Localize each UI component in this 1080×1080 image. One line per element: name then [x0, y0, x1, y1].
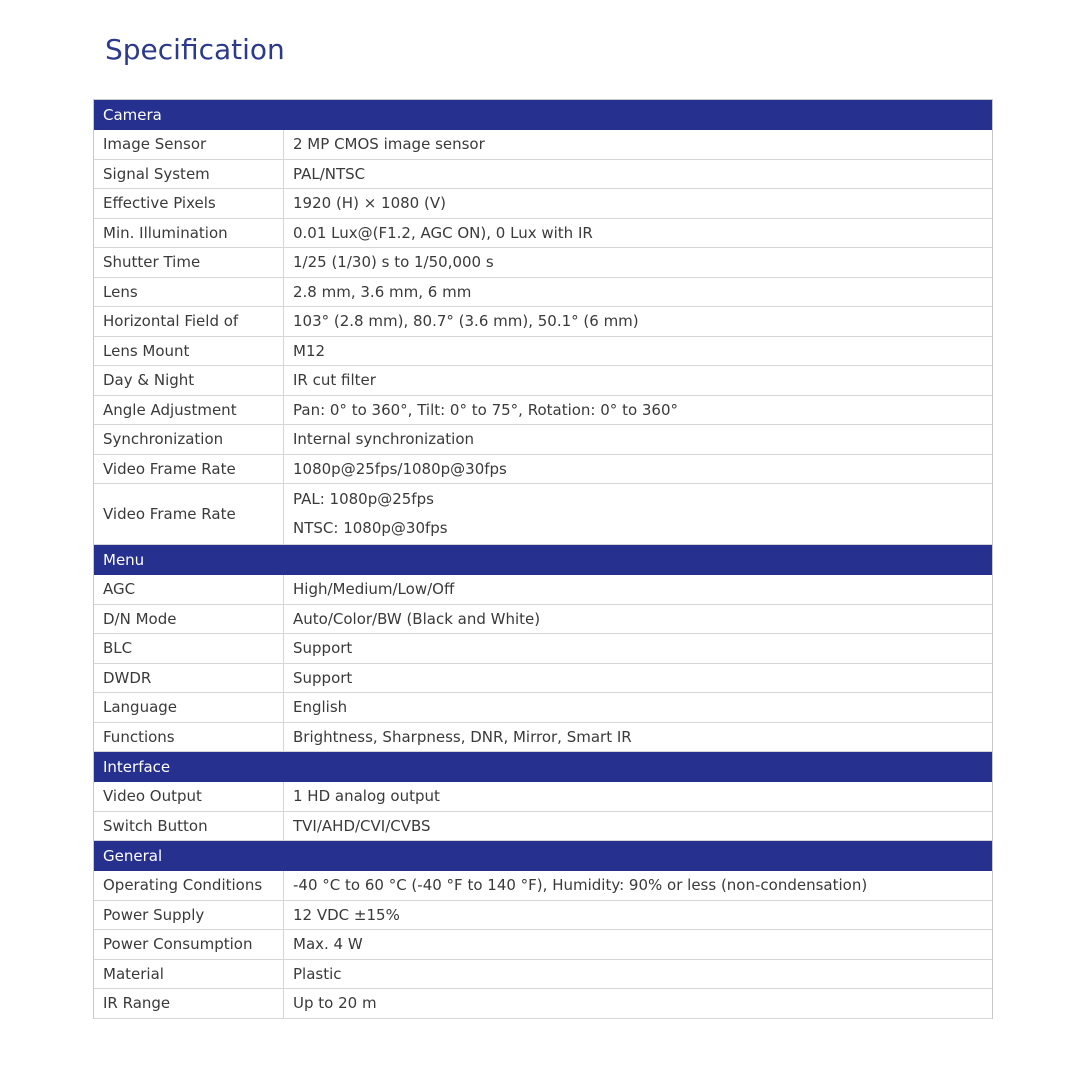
section-header-general: General	[94, 841, 992, 871]
spec-label: Power Supply	[94, 901, 284, 930]
spec-value: Plastic	[293, 964, 342, 983]
spec-label: Min. Illumination	[94, 219, 284, 248]
spec-value: -40 °C to 60 °C (-40 °F to 140 °F), Humidity: 90% or less (non-condensation)	[293, 876, 868, 895]
spec-value: TVI/AHD/CVI/CVBS	[293, 816, 431, 835]
spec-label: Video Frame Rate	[94, 484, 284, 544]
spec-value: 2 MP CMOS image sensor	[293, 135, 485, 154]
spec-value: Pan: 0° to 360°, Tilt: 0° to 75°, Rotation: 0° to 360°	[293, 400, 679, 419]
spec-value: IR cut filter	[293, 371, 376, 390]
table-row	[94, 634, 992, 664]
page-title: Specification	[105, 33, 285, 66]
table-row	[94, 366, 992, 396]
spec-label: Signal System	[94, 160, 284, 189]
specification-table	[93, 99, 993, 1019]
spec-label: Lens Mount	[94, 337, 284, 366]
table-row	[94, 425, 992, 455]
spec-value: Brightness, Sharpness, DNR, Mirror, Smart IR	[293, 727, 632, 746]
table-row	[94, 930, 992, 960]
spec-label: Synchronization	[94, 425, 284, 454]
section-header-interface: Interface	[94, 752, 992, 782]
table-row	[94, 782, 992, 812]
table-row	[94, 160, 992, 190]
table-row	[94, 960, 992, 990]
table-row	[94, 307, 992, 337]
table-row	[94, 189, 992, 219]
spec-value: 1/25 (1/30) s to 1/50,000 s	[293, 253, 494, 272]
spec-label: AGC	[94, 575, 284, 604]
spec-label: Horizontal Field of	[94, 307, 284, 336]
spec-label: Functions	[94, 723, 284, 752]
spec-label: Video Frame Rate	[94, 455, 284, 484]
table-row	[94, 693, 992, 723]
spec-value: Support	[293, 668, 353, 687]
spec-value: 2.8 mm, 3.6 mm, 6 mm	[293, 282, 472, 301]
spec-label: BLC	[94, 634, 284, 663]
table-row	[94, 871, 992, 901]
table-row	[94, 219, 992, 249]
spec-value: Internal synchronization	[293, 430, 475, 449]
spec-value: 103° (2.8 mm), 80.7° (3.6 mm), 50.1° (6 mm)	[293, 312, 639, 331]
spec-value: 1080p@25fps/1080p@30fps	[293, 459, 507, 478]
spec-value-line: PAL: 1080p@25fps	[293, 490, 434, 508]
spec-label: DWDR	[94, 664, 284, 693]
spec-value	[284, 484, 992, 544]
spec-value: M12	[293, 341, 326, 360]
table-row	[94, 575, 992, 605]
table-row	[94, 396, 992, 426]
table-row	[94, 605, 992, 635]
spec-value: 0.01 Lux@(F1.2, AGC ON), 0 Lux with IR	[293, 223, 593, 242]
spec-label: Shutter Time	[94, 248, 284, 277]
spec-label: Switch Button	[94, 812, 284, 841]
spec-label: Day & Night	[94, 366, 284, 395]
section-header-menu: Menu	[94, 545, 992, 575]
table-row	[94, 989, 992, 1019]
spec-label: IR Range	[94, 989, 284, 1018]
spec-value: Auto/Color/BW (Black and White)	[293, 609, 541, 628]
spec-value: 12 VDC ±15%	[293, 905, 400, 924]
spec-label: Power Consumption	[94, 930, 284, 959]
table-row	[94, 337, 992, 367]
spec-value: 1920 (H) × 1080 (V)	[293, 194, 446, 213]
spec-value: Support	[293, 639, 353, 658]
table-row	[94, 130, 992, 160]
table-row	[94, 278, 992, 308]
spec-label: Language	[94, 693, 284, 722]
spec-label: Operating Conditions	[94, 871, 284, 900]
section-header-camera: Camera	[94, 100, 992, 130]
spec-label: Effective Pixels	[94, 189, 284, 218]
spec-value: High/Medium/Low/Off	[293, 580, 455, 599]
table-row	[94, 812, 992, 842]
spec-value: Max. 4 W	[293, 935, 363, 954]
spec-label: Angle Adjustment	[94, 396, 284, 425]
spec-label: D/N Mode	[94, 605, 284, 634]
spec-value: English	[293, 698, 348, 717]
table-row	[94, 723, 992, 753]
spec-label: Image Sensor	[94, 130, 284, 159]
table-row	[94, 664, 992, 694]
table-row	[94, 455, 992, 485]
spec-label: Lens	[94, 278, 284, 307]
spec-value-line: NTSC: 1080p@30fps	[293, 519, 448, 537]
table-row	[94, 901, 992, 931]
spec-value: PAL/NTSC	[293, 164, 366, 183]
table-row	[94, 248, 992, 278]
spec-value: Up to 20 m	[293, 994, 377, 1013]
table-row	[94, 484, 992, 545]
spec-label: Video Output	[94, 782, 284, 811]
spec-value: 1 HD analog output	[293, 787, 440, 806]
spec-label: Material	[94, 960, 284, 989]
